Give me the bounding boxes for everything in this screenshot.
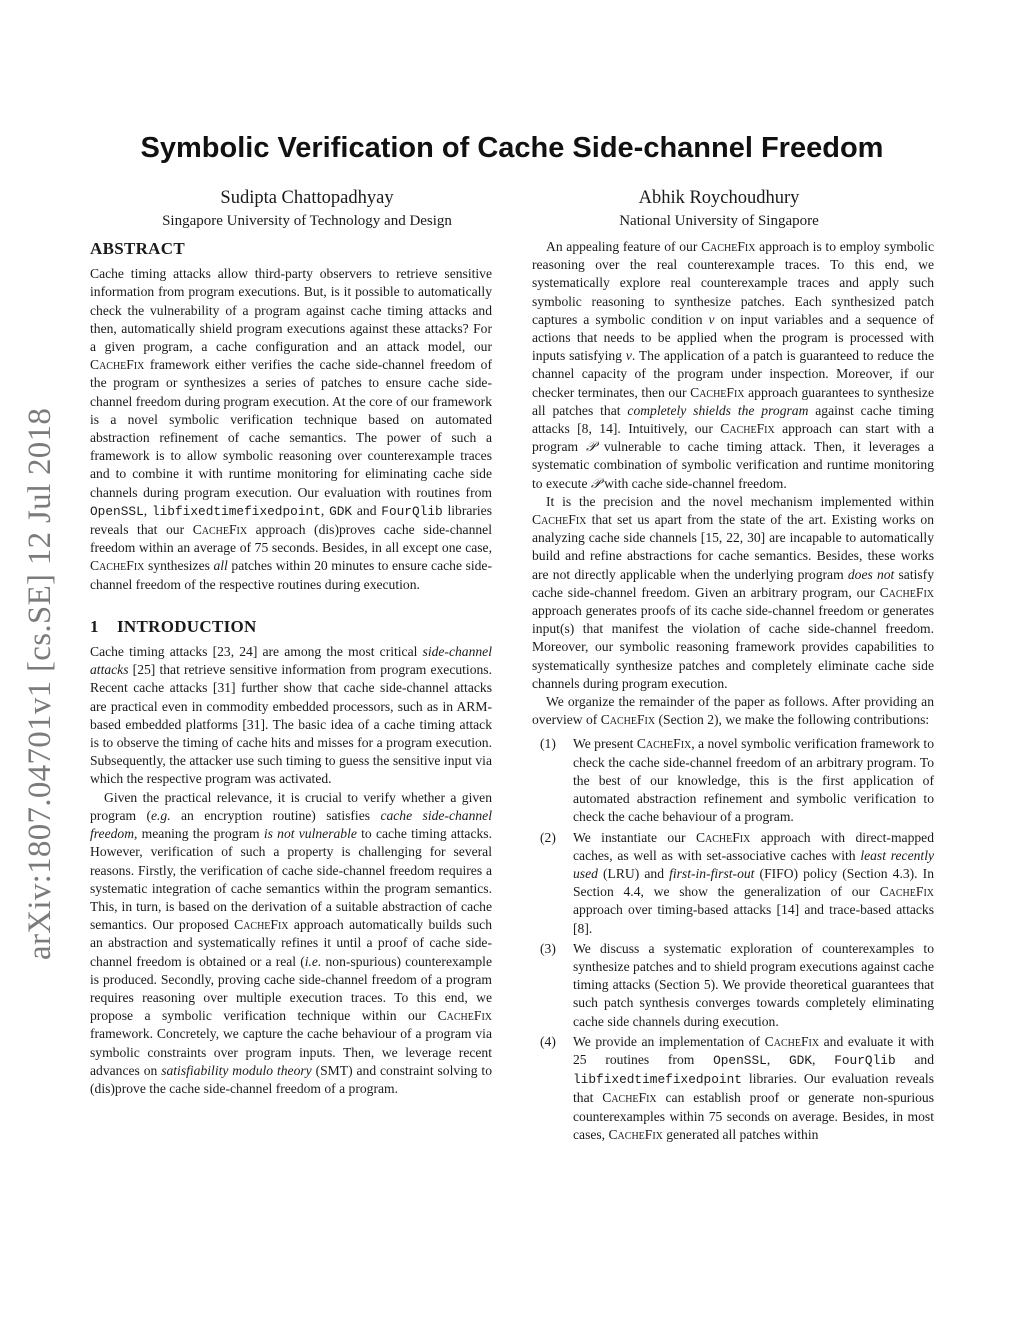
intro-paragraph-2: Given the practical relevance, it is crucial to verify whether a given program (e.g. an encryption routine) satisfies cache side-channel freedom, meaning the program is not vulnerable to cache timing attacks. However, verification of such a property is challenging for several reasons. Firstly, the verification of cache side-channel freedom requires a systematic integration of cache semantics within the program semantics. This, in turn, is based on the derivation of a suitable abstraction of cache semantics. Our proposed CacheFix approach automatically builds such an abstraction and systematically refines it until a proof of cache side-channel freedom is obtained or a real (i.e. non-spurious) counterexample is produced. Secondly, proving cache side-channel freedom of a program requires reasoning over multiple execution traces. To this end, we propose a symbolic verification technique within our CacheFix framework. Concretely, we capture the cache behaviour of a program via symbolic constraints over program inputs. Then, we leverage recent advances on satisfiability modulo theory (SMT) and constraint solving to (dis)prove the cache side-channel freedom of a program.: [90, 789, 492, 1096]
author-name: Sudipta Chattopadhyay: [220, 188, 394, 208]
abstract-text: Cache timing attacks allow third-party observers to retrieve sensitive information from program executions. But, is it possible to automatically check the vulnerability of a program against cache timing attacks and then, automatically shield program executions against these attacks? For a given program, a cache configuration and an attack model, our CacheFix framework either verifies the cache side-channel freedom of the program or synthesizes a series of patches to ensure cache side-channel freedom during program execution. At the core of our framework is a novel symbolic verification technique based on automated abstraction refinement of cache semantics. The power of such a framework is to allow symbolic reasoning over counterexample traces and to combine it with runtime monitoring for eliminating cache side channels during program execution. Our evaluation with routines from OpenSSL, libfixedtimefixedpoint, GDK and FourQlib libraries reveals that our CacheFix approach (dis)proves cache side-channel freedom within an average of 75 seconds. Besides, in all except one case, CacheFix synthesizes all patches within 20 minutes to ensure cache side-channel freedom of the respective routines during execution.: [90, 266, 493, 592]
abstract-heading: ABSTRACT: [90, 239, 185, 258]
author-affiliation: National University of Singapore: [619, 213, 819, 229]
contributions-list: [532, 735, 934, 1143]
list-item: (4) We provide an implementation of CacheFix and evaluate it with 25 routines from OpenSSL, GDK, FourQlib and libfixedtimefixedpoint libraries. Our evaluation reveals that CacheFix can establish proof or generate non-spurious counterexamples within 75 seconds on average. Besides, in most cases, CacheFix generated all patches within: [540, 1033, 935, 1142]
author-affiliation: Singapore University of Technology and Design: [162, 213, 452, 229]
right-column: [532, 238, 934, 1146]
paper-title: Symbolic Verification of Cache Side-channel Freedom: [140, 132, 884, 164]
author-block-2: [560, 186, 878, 232]
list-item: (3) We discuss a systematic exploration of counterexamples to synthesize patches and to shield program executions against cache timing attacks (Section 5). We provide theoretical guarantees that such patch synthesis converges towards completely eliminating cache side channels during execution.: [540, 940, 934, 1029]
section-heading-introduction: 1 INTRODUCTION: [90, 616, 257, 636]
intro-paragraph-1: Cache timing attacks [23, 24] are among the most critical side-channel attacks [25] that retrieve sensitive information from program executions. Recent cache attacks [31] further show that cache side-channel attacks are practical even in commodity embedded processors, such as in ARM-based embedded platforms [31]. The basic idea of a cache timing attack is to observe the timing of cache hits and misses for a program execution. Subsequently, the attacker use such timing to guess the sensitive input via which the respective program was activated.: [90, 644, 492, 787]
right-paragraph-2: It is the precision and the novel mechanism implemented within CacheFix that set us apart from the state of the art. Existing works on analyzing cache side channels [15, 22, 30] are incapable to automatically build and refine abstractions for cache semantics. Besides, these works are not directly applicable when the underlying program does not satisfy cache side-channel freedom. Given an arbitrary program, our CacheFix approach generates proofs of its cache side-channel freedom or generates input(s) that manifest the violation of cache side-channel freedom. Moreover, our symbolic reasoning framework provides capabilities to systematically synthesize patches and completely eliminate cache side channels during program execution.: [532, 493, 935, 691]
left-column: [90, 238, 492, 1098]
right-paragraph-1: An appealing feature of our CacheFix approach is to employ symbolic reasoning over the real counterexample traces. To this end, we systematically explore real counterexample traces and apply such symbolic reasoning to synthesize patches. Each synthesized patch captures a symbolic condition v on input variables and a sequence of actions that needs to be applied when the program is processed with inputs satisfying v. The application of a patch is guaranteed to reduce the channel capacity of the program under inspection. Moreover, if our checker terminates, then our CacheFix approach guarantees to synthesize all patches that completely shields the program against cache timing attacks [8, 14]. Intuitively, our CacheFix approach can start with a program 𝒫 vulnerable to cache timing attack. Then, it leverages a systematic combination of symbolic verification and runtime monitoring to execute 𝒫 with cache side-channel freedom.: [532, 239, 934, 491]
right-paragraph-3: We organize the remainder of the paper as follows. After providing an overview of CacheFix (Section 2), we make the following contributions:: [532, 694, 934, 728]
list-item: (1) We present CacheFix, a novel symbolic verification framework to check the cache side-channel freedom of an arbitrary program. To the best of our knowledge, this is the first application of automated abstraction refinement and symbolic verification to check the cache behaviour of a program.: [540, 736, 934, 825]
author-name: Abhik Roychoudhury: [638, 188, 800, 208]
arxiv-identifier: arXiv:1807.04701v1 [cs.SE] 12 Jul 2018: [22, 407, 58, 960]
list-item: (2) We instantiate our CacheFix approach with direct-mapped caches, as well as with set-associative caches with least recently used (LRU) and first-in-first-out (FIFO) policy (Section 4.3). In Section 4.4, we show the generalization of our CacheFix approach over timing-based attacks [14] and trace-based attacks [8].: [540, 829, 935, 936]
author-block-1: [128, 186, 486, 232]
